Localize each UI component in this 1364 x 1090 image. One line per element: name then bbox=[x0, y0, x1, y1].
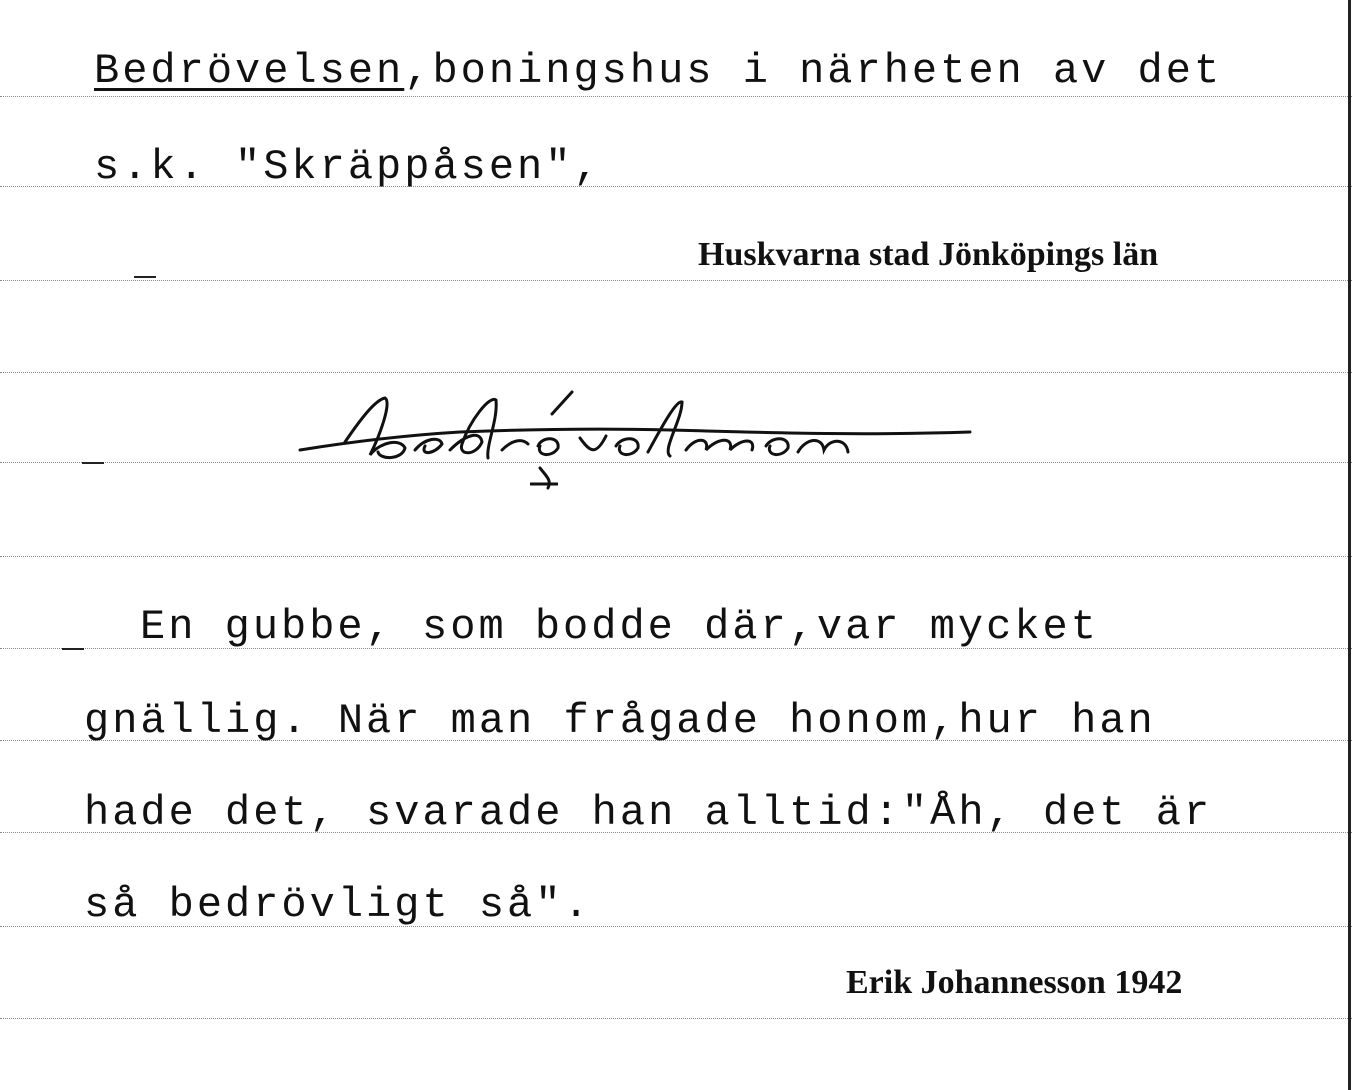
story-line-4: så bedrövligt så". bbox=[84, 881, 592, 929]
margin-dash bbox=[62, 648, 84, 650]
story-line-2: gnällig. När man frågade honom,hur han bbox=[84, 697, 1156, 745]
ruled-line bbox=[0, 556, 1352, 557]
margin-dash bbox=[82, 462, 104, 464]
ruled-line bbox=[0, 1018, 1352, 1019]
signature: Erik Johannesson 1942 bbox=[846, 964, 1183, 1001]
card-edge bbox=[1348, 0, 1351, 1090]
ruled-line bbox=[0, 280, 1352, 281]
header-line-2: s.k. "Skräppåsen", bbox=[94, 143, 602, 191]
margin-dash bbox=[134, 276, 156, 278]
header-description: ,boningshus i närheten av det bbox=[404, 47, 1223, 95]
ruled-line bbox=[0, 372, 1352, 373]
story-line-1: En gubbe, som bodde där,var mycket bbox=[140, 603, 1099, 651]
header-line bbox=[94, 47, 1223, 95]
story-line-3: hade det, svarade han alltid:"Åh, det är bbox=[84, 789, 1213, 837]
headword: Bedrövelsen bbox=[94, 47, 405, 95]
handwritten-signature-word bbox=[290, 380, 980, 500]
ruled-line bbox=[0, 96, 1352, 97]
location: Huskvarna stad Jönköpings län bbox=[698, 236, 1159, 273]
